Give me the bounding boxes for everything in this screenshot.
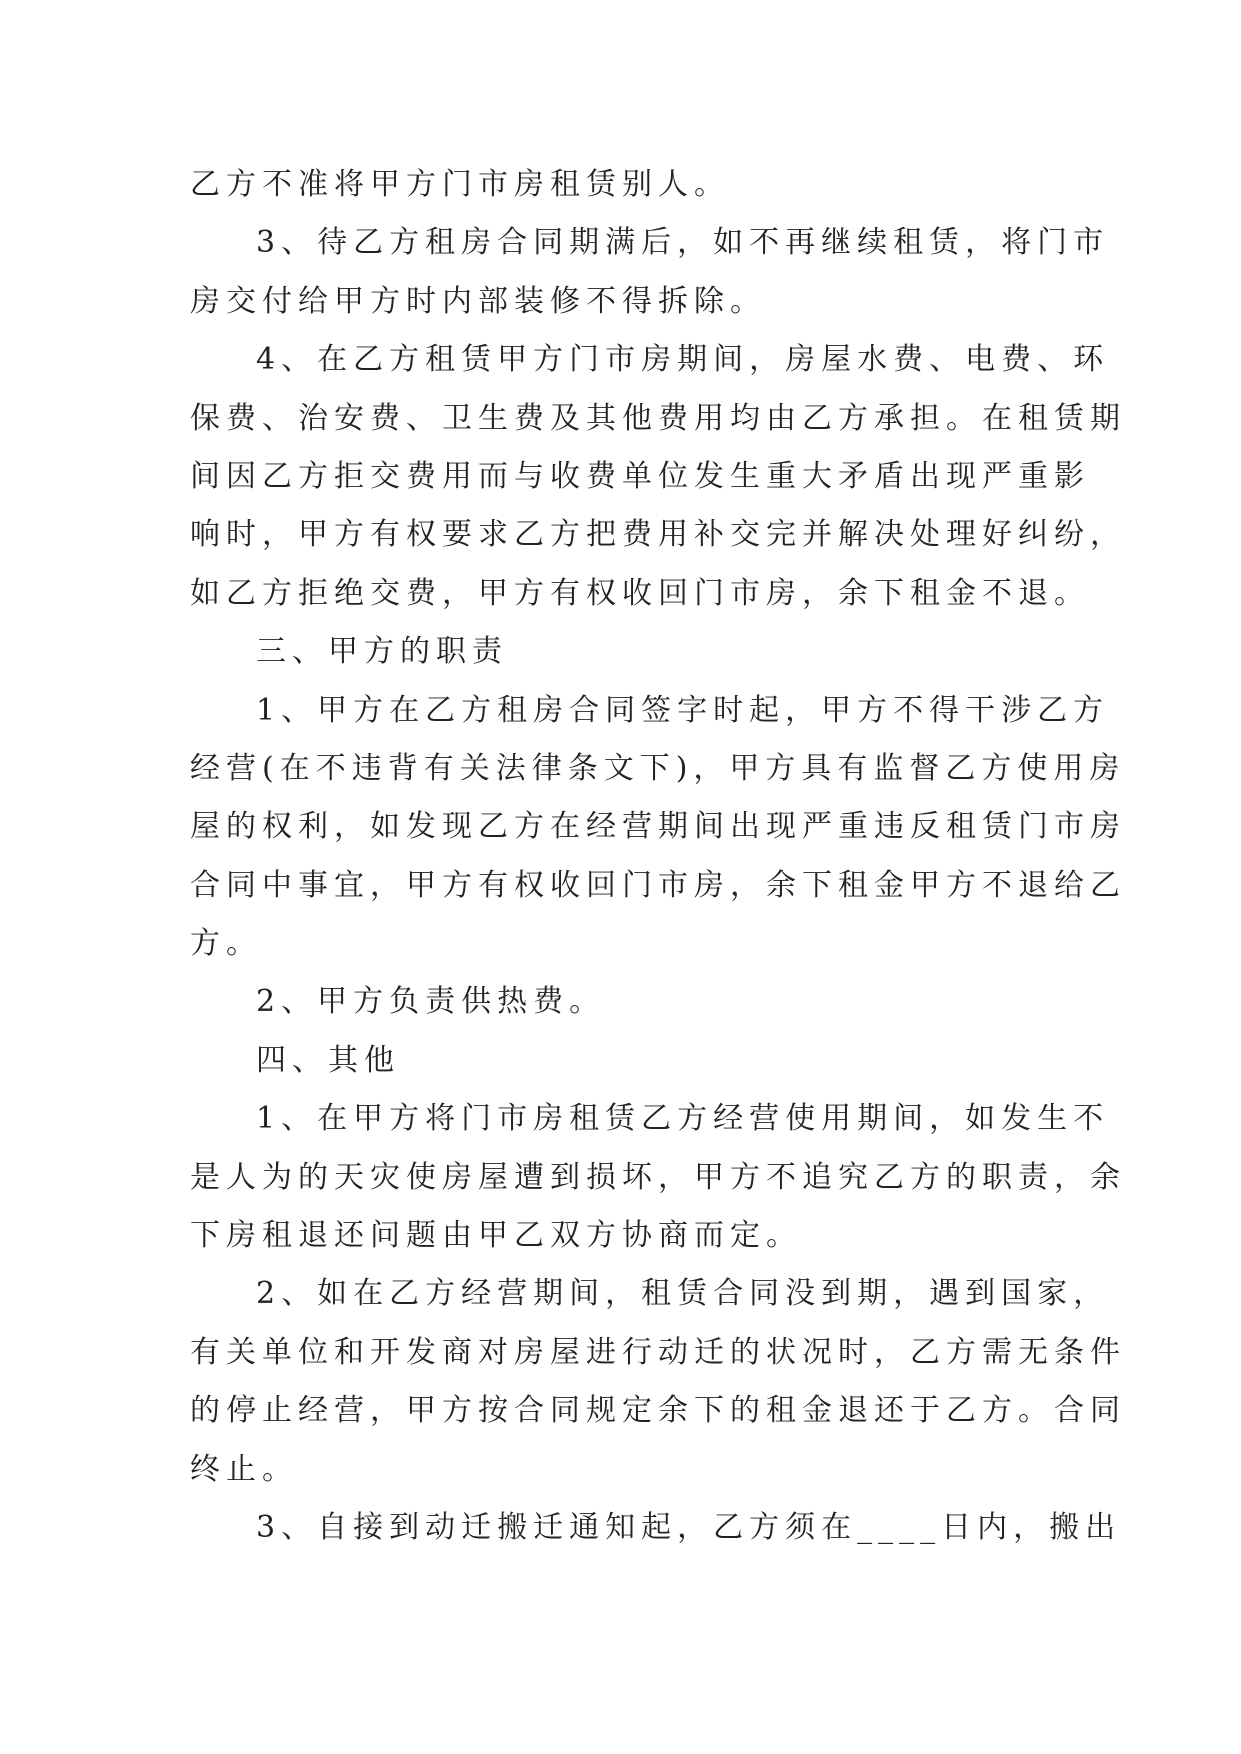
text-line: 终止。 — [190, 1451, 298, 1487]
text-line: 下房租退还问题由甲乙双方协商而定。 — [190, 1218, 802, 1254]
text-line: 的停止经营，甲方按合同规定余下的租金退还于乙方。合同 — [190, 1393, 1126, 1429]
text-line: 3、待乙方租房合同期满后，如不再继续租赁，将门市 — [256, 225, 1110, 261]
text-line: 房交付给甲方时内部装修不得拆除。 — [190, 283, 766, 319]
text-line: 乙方不准将甲方门市房租赁别人。 — [190, 167, 730, 202]
text-line: 响时，甲方有权要求乙方把费用补交完并解决处理好纠纷， — [190, 517, 1126, 553]
text-line: 4、在乙方租赁甲方门市房期间，房屋水费、电费、环 — [256, 342, 1110, 378]
text-line: 3、自接到动迁搬迁通知起，乙方须在____日内，搬出 — [256, 1509, 1122, 1545]
text-line: 2、如在乙方经营期间，租赁合同没到期，遇到国家， — [256, 1276, 1110, 1312]
text-line: 1、甲方在乙方租房合同签字时起，甲方不得干涉乙方 — [256, 692, 1110, 728]
text-line: 保费、治安费、卫生费及其他费用均由乙方承担。在租赁期 — [190, 400, 1126, 436]
text-line: 1、在甲方将门市房租赁乙方经营使用期间，如发生不 — [256, 1101, 1110, 1137]
text-line: 是人为的天灾使房屋遭到损坏，甲方不追究乙方的职责，余 — [190, 1159, 1126, 1195]
text-line: 经营(在不违背有关法律条文下)，甲方具有监督乙方使用房 — [190, 750, 1126, 786]
contract-body-text — [190, 156, 1126, 1557]
text-line: 有关单位和开发商对房屋进行动迁的状况时，乙方需无条件 — [190, 1334, 1126, 1370]
text-line: 如乙方拒绝交费，甲方有权收回门市房，余下租金不退。 — [190, 575, 1090, 611]
text-line: 四、其他 — [256, 1042, 400, 1078]
text-line: 间因乙方拒交费用而与收费单位发生重大矛盾出现严重影 — [190, 458, 1090, 494]
text-line: 合同中事宜，甲方有权收回门市房，余下租金甲方不退给乙 — [190, 867, 1126, 903]
text-line: 方。 — [190, 926, 262, 962]
text-line: 屋的权利，如发现乙方在经营期间出现严重违反租赁门市房 — [190, 809, 1126, 845]
text-line: 2、甲方负责供热费。 — [256, 984, 606, 1020]
text-line: 三、甲方的职责 — [256, 634, 508, 670]
